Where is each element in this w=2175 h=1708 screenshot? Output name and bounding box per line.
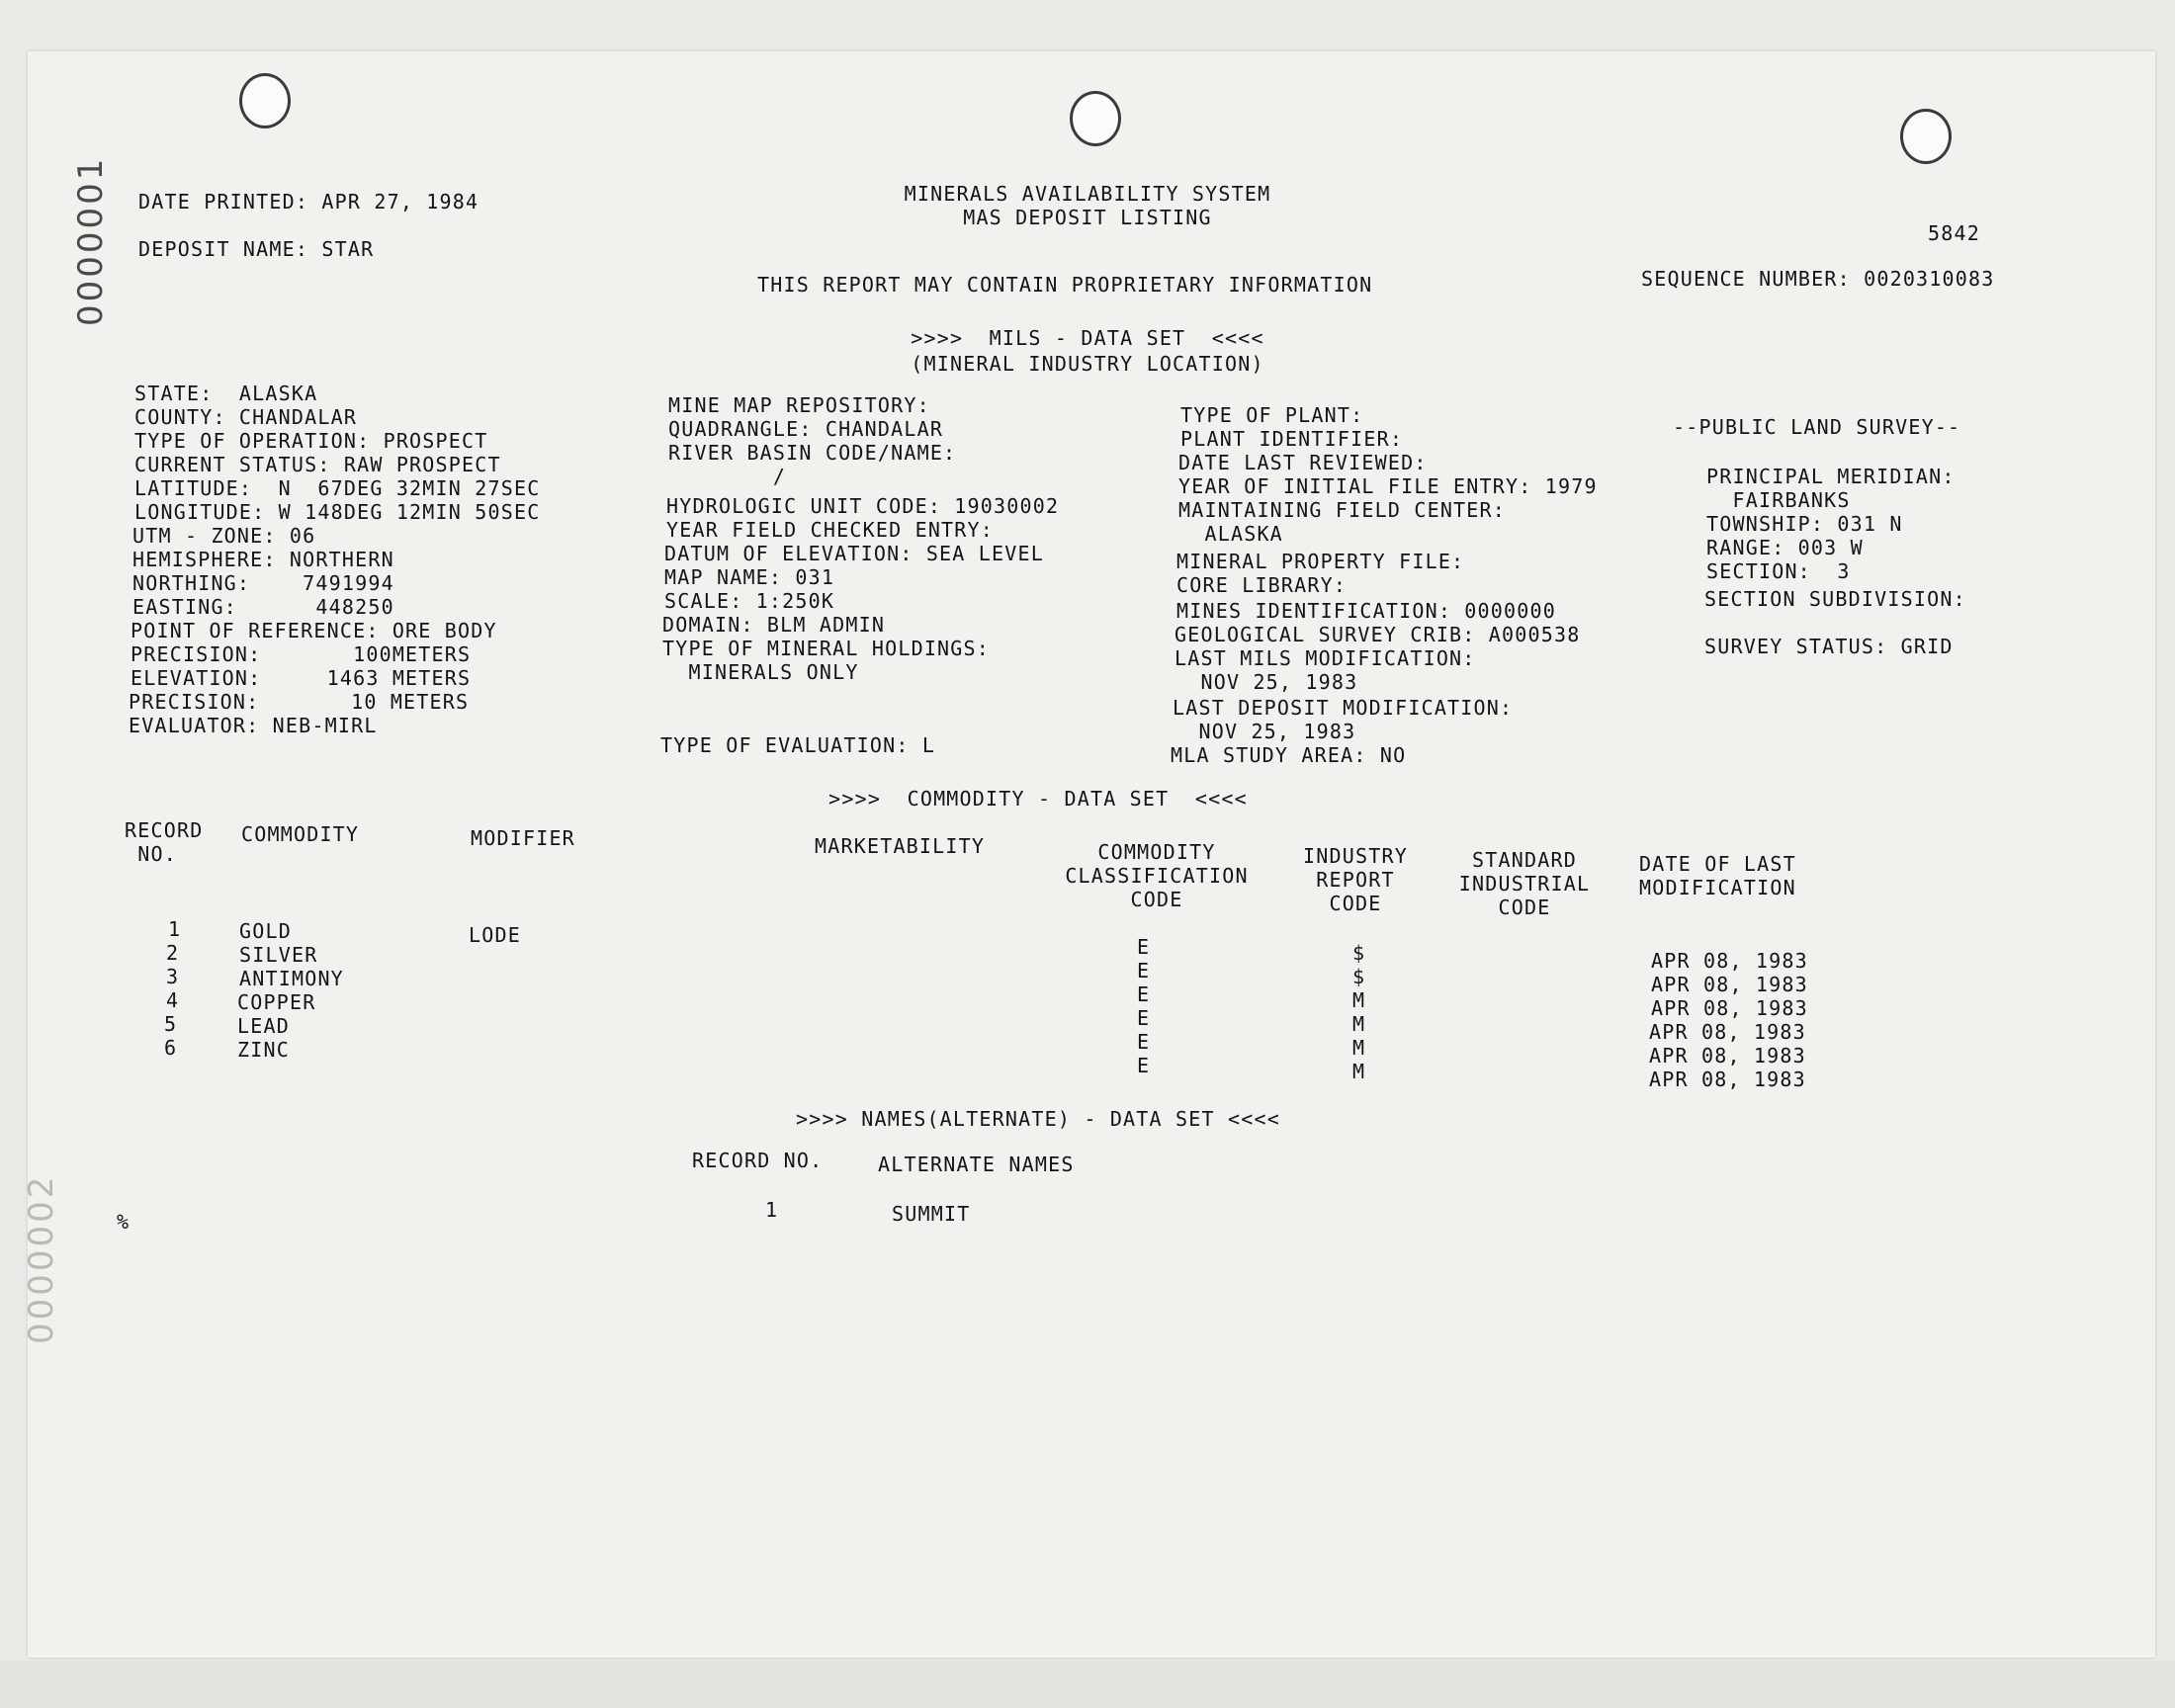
mils-field: LATITUDE: N 67DEG 32MIN 27SEC (134, 476, 541, 500)
mils-field: TYPE OF PLANT: (1180, 403, 1364, 427)
mils-field: PRECISION: 100METERS (130, 642, 472, 666)
mils-field: PLANT IDENTIFIER: (1180, 427, 1404, 451)
industry-report-code: M (1352, 1036, 1366, 1060)
mils-field: ALASKA (1178, 522, 1283, 546)
mils-heading: >>>> MILS - DATA SET <<<< (911, 326, 1264, 350)
survey-field: SECTION: 3 (1706, 559, 1851, 583)
industry-report-code: M (1352, 1012, 1366, 1036)
system-title: MINERALS AVAILABILITY SYSTEM (904, 182, 1271, 206)
industry-report-code: M (1352, 1060, 1366, 1083)
mils-field: MINERALS ONLY (662, 660, 859, 684)
mils-field: LONGITUDE: W 148DEG 12MIN 50SEC (134, 500, 541, 524)
modification-date: APR 08, 1983 (1649, 1044, 1806, 1068)
mils-field: HYDROLOGIC UNIT CODE: 19030002 (666, 494, 1060, 518)
mils-field: COUNTY: CHANDALAR (134, 405, 358, 429)
commodity-name: SILVER (239, 943, 318, 967)
mils-field: POINT OF REFERENCE: ORE BODY (130, 619, 497, 642)
page-bottom-edge (0, 1661, 2175, 1708)
mils-field: YEAR FIELD CHECKED ENTRY: (666, 518, 995, 542)
industry-report-code: $ (1352, 941, 1366, 965)
mils-field: EASTING: 448250 (132, 595, 394, 619)
survey-field: TOWNSHIP: 031 N (1706, 512, 1903, 536)
mils-field: UTM - ZONE: 06 (132, 524, 316, 548)
mils-field: MINE MAP REPOSITORY: (668, 393, 930, 417)
record-number: 6 (164, 1036, 178, 1060)
mils-field: NOV 25, 1983 (1173, 720, 1356, 743)
mils-field: NORTHING: 7491994 (132, 571, 394, 595)
modification-date: APR 08, 1983 (1651, 996, 1808, 1020)
names-heading: >>>> NAMES(ALTERNATE) - DATA SET <<<< (796, 1107, 1280, 1131)
survey-field: RANGE: 003 W (1706, 536, 1864, 559)
listing-title: MAS DEPOSIT LISTING (963, 206, 1212, 229)
survey-field: SURVEY STATUS: GRID (1704, 635, 1954, 658)
commodity-name: GOLD (239, 919, 292, 943)
mils-field: MINERAL PROPERTY FILE: (1176, 550, 1465, 573)
mils-field: DATUM OF ELEVATION: SEA LEVEL (664, 542, 1044, 565)
footer-mark: % (117, 1210, 130, 1234)
record-number: 3 (166, 965, 180, 988)
header-classification-code: COMMODITY CLASSIFICATION CODE (1065, 840, 1249, 911)
mils-field: MLA STUDY AREA: NO (1171, 743, 1407, 767)
mils-field: CORE LIBRARY: (1176, 573, 1348, 597)
public-land-survey-heading: --PUBLIC LAND SURVEY-- (1673, 415, 1961, 439)
mils-field: CURRENT STATUS: RAW PROSPECT (134, 453, 501, 476)
mils-field: PRECISION: 10 METERS (129, 690, 470, 714)
modification-date: APR 08, 1983 (1651, 973, 1808, 996)
punch-hole-left (239, 73, 291, 128)
classification-code: E (1137, 1054, 1151, 1077)
modification-date: APR 08, 1983 (1651, 949, 1808, 973)
mils-field: DOMAIN: BLM ADMIN (662, 613, 886, 637)
commodity-name: LEAD (237, 1014, 290, 1038)
mils-field: STATE: ALASKA (134, 382, 318, 405)
header-record-no: RECORD NO. (125, 818, 204, 866)
mils-field: DATE LAST REVIEWED: (1178, 451, 1428, 474)
punch-hole-center (1070, 91, 1121, 146)
faint-stamp-number: 0000002 (22, 1173, 61, 1344)
mils-field: TYPE OF OPERATION: PROSPECT (134, 429, 488, 453)
modification-date: APR 08, 1983 (1649, 1068, 1806, 1091)
mils-field: LAST MILS MODIFICATION: (1174, 646, 1476, 670)
mils-field: QUADRANGLE: CHANDALAR (668, 417, 944, 441)
header-standard-industrial-code: STANDARD INDUSTRIAL CODE (1458, 848, 1591, 919)
header-marketability: MARKETABILITY (815, 834, 986, 858)
mils-field: YEAR OF INITIAL FILE ENTRY: 1979 (1178, 474, 1598, 498)
mils-field: MAINTAINING FIELD CENTER: (1178, 498, 1507, 522)
page-number: 5842 (1928, 221, 1980, 245)
mils-field: / (668, 465, 787, 488)
header-modifier: MODIFIER (471, 826, 575, 850)
names-record-header: RECORD NO. (692, 1149, 824, 1172)
mils-field: SCALE: 1:250K (664, 589, 835, 613)
deposit-name: DEPOSIT NAME: STAR (138, 237, 375, 261)
mils-field: TYPE OF MINERAL HOLDINGS: (662, 637, 991, 660)
classification-code: E (1137, 1030, 1151, 1054)
mils-subheading: (MINERAL INDUSTRY LOCATION) (911, 352, 1264, 376)
alternate-name: SUMMIT (892, 1202, 971, 1226)
header-date-last-modification: DATE OF LAST MODIFICATION (1639, 852, 1796, 899)
survey-field: PRINCIPAL MERIDIAN: (1706, 465, 1956, 488)
record-number: 4 (166, 988, 180, 1012)
commodity-name: ANTIMONY (239, 967, 344, 990)
mils-field: NOV 25, 1983 (1174, 670, 1358, 694)
survey-field: SECTION SUBDIVISION: (1704, 587, 1966, 611)
record-number: 1 (168, 917, 182, 941)
modification-date: APR 08, 1983 (1649, 1020, 1806, 1044)
mils-field: HEMISPHERE: NORTHERN (132, 548, 394, 571)
classification-code: E (1137, 982, 1151, 1006)
date-printed: DATE PRINTED: APR 27, 1984 (138, 190, 479, 214)
alternate-names-header: ALTERNATE NAMES (878, 1153, 1075, 1176)
mils-field: LAST DEPOSIT MODIFICATION: (1173, 696, 1514, 720)
mils-field: RIVER BASIN CODE/NAME: (668, 441, 957, 465)
mils-field: MAP NAME: 031 (664, 565, 835, 589)
industry-report-code: M (1352, 988, 1366, 1012)
mils-field: MINES IDENTIFICATION: 0000000 (1176, 599, 1556, 623)
header-commodity: COMMODITY (241, 822, 360, 846)
commodity-heading: >>>> COMMODITY - DATA SET <<<< (828, 787, 1248, 811)
classification-code: E (1137, 935, 1151, 959)
header-industry-report-code: INDUSTRY REPORT CODE (1303, 844, 1408, 915)
mils-field: ELEVATION: 1463 METERS (130, 666, 472, 690)
alternate-record-number: 1 (765, 1198, 779, 1222)
mils-field: EVALUATOR: NEB-MIRL (129, 714, 378, 737)
punch-hole-right (1900, 109, 1952, 164)
sequence-number: SEQUENCE NUMBER: 0020310083 (1641, 267, 1995, 291)
survey-field: FAIRBANKS (1706, 488, 1851, 512)
document-stamp-number: 0000001 (71, 155, 111, 326)
commodity-modifier: LODE (469, 923, 521, 947)
record-number: 2 (166, 941, 180, 965)
classification-code: E (1137, 1006, 1151, 1030)
commodity-name: COPPER (237, 990, 316, 1014)
evaluation-type: TYPE OF EVALUATION: L (660, 733, 936, 757)
industry-report-code: $ (1352, 965, 1366, 988)
record-number: 5 (164, 1012, 178, 1036)
mils-field: GEOLOGICAL SURVEY CRIB: A000538 (1174, 623, 1581, 646)
commodity-name: ZINC (237, 1038, 290, 1062)
classification-code: E (1137, 959, 1151, 982)
proprietary-notice: THIS REPORT MAY CONTAIN PROPRIETARY INFORMATION (757, 273, 1373, 297)
